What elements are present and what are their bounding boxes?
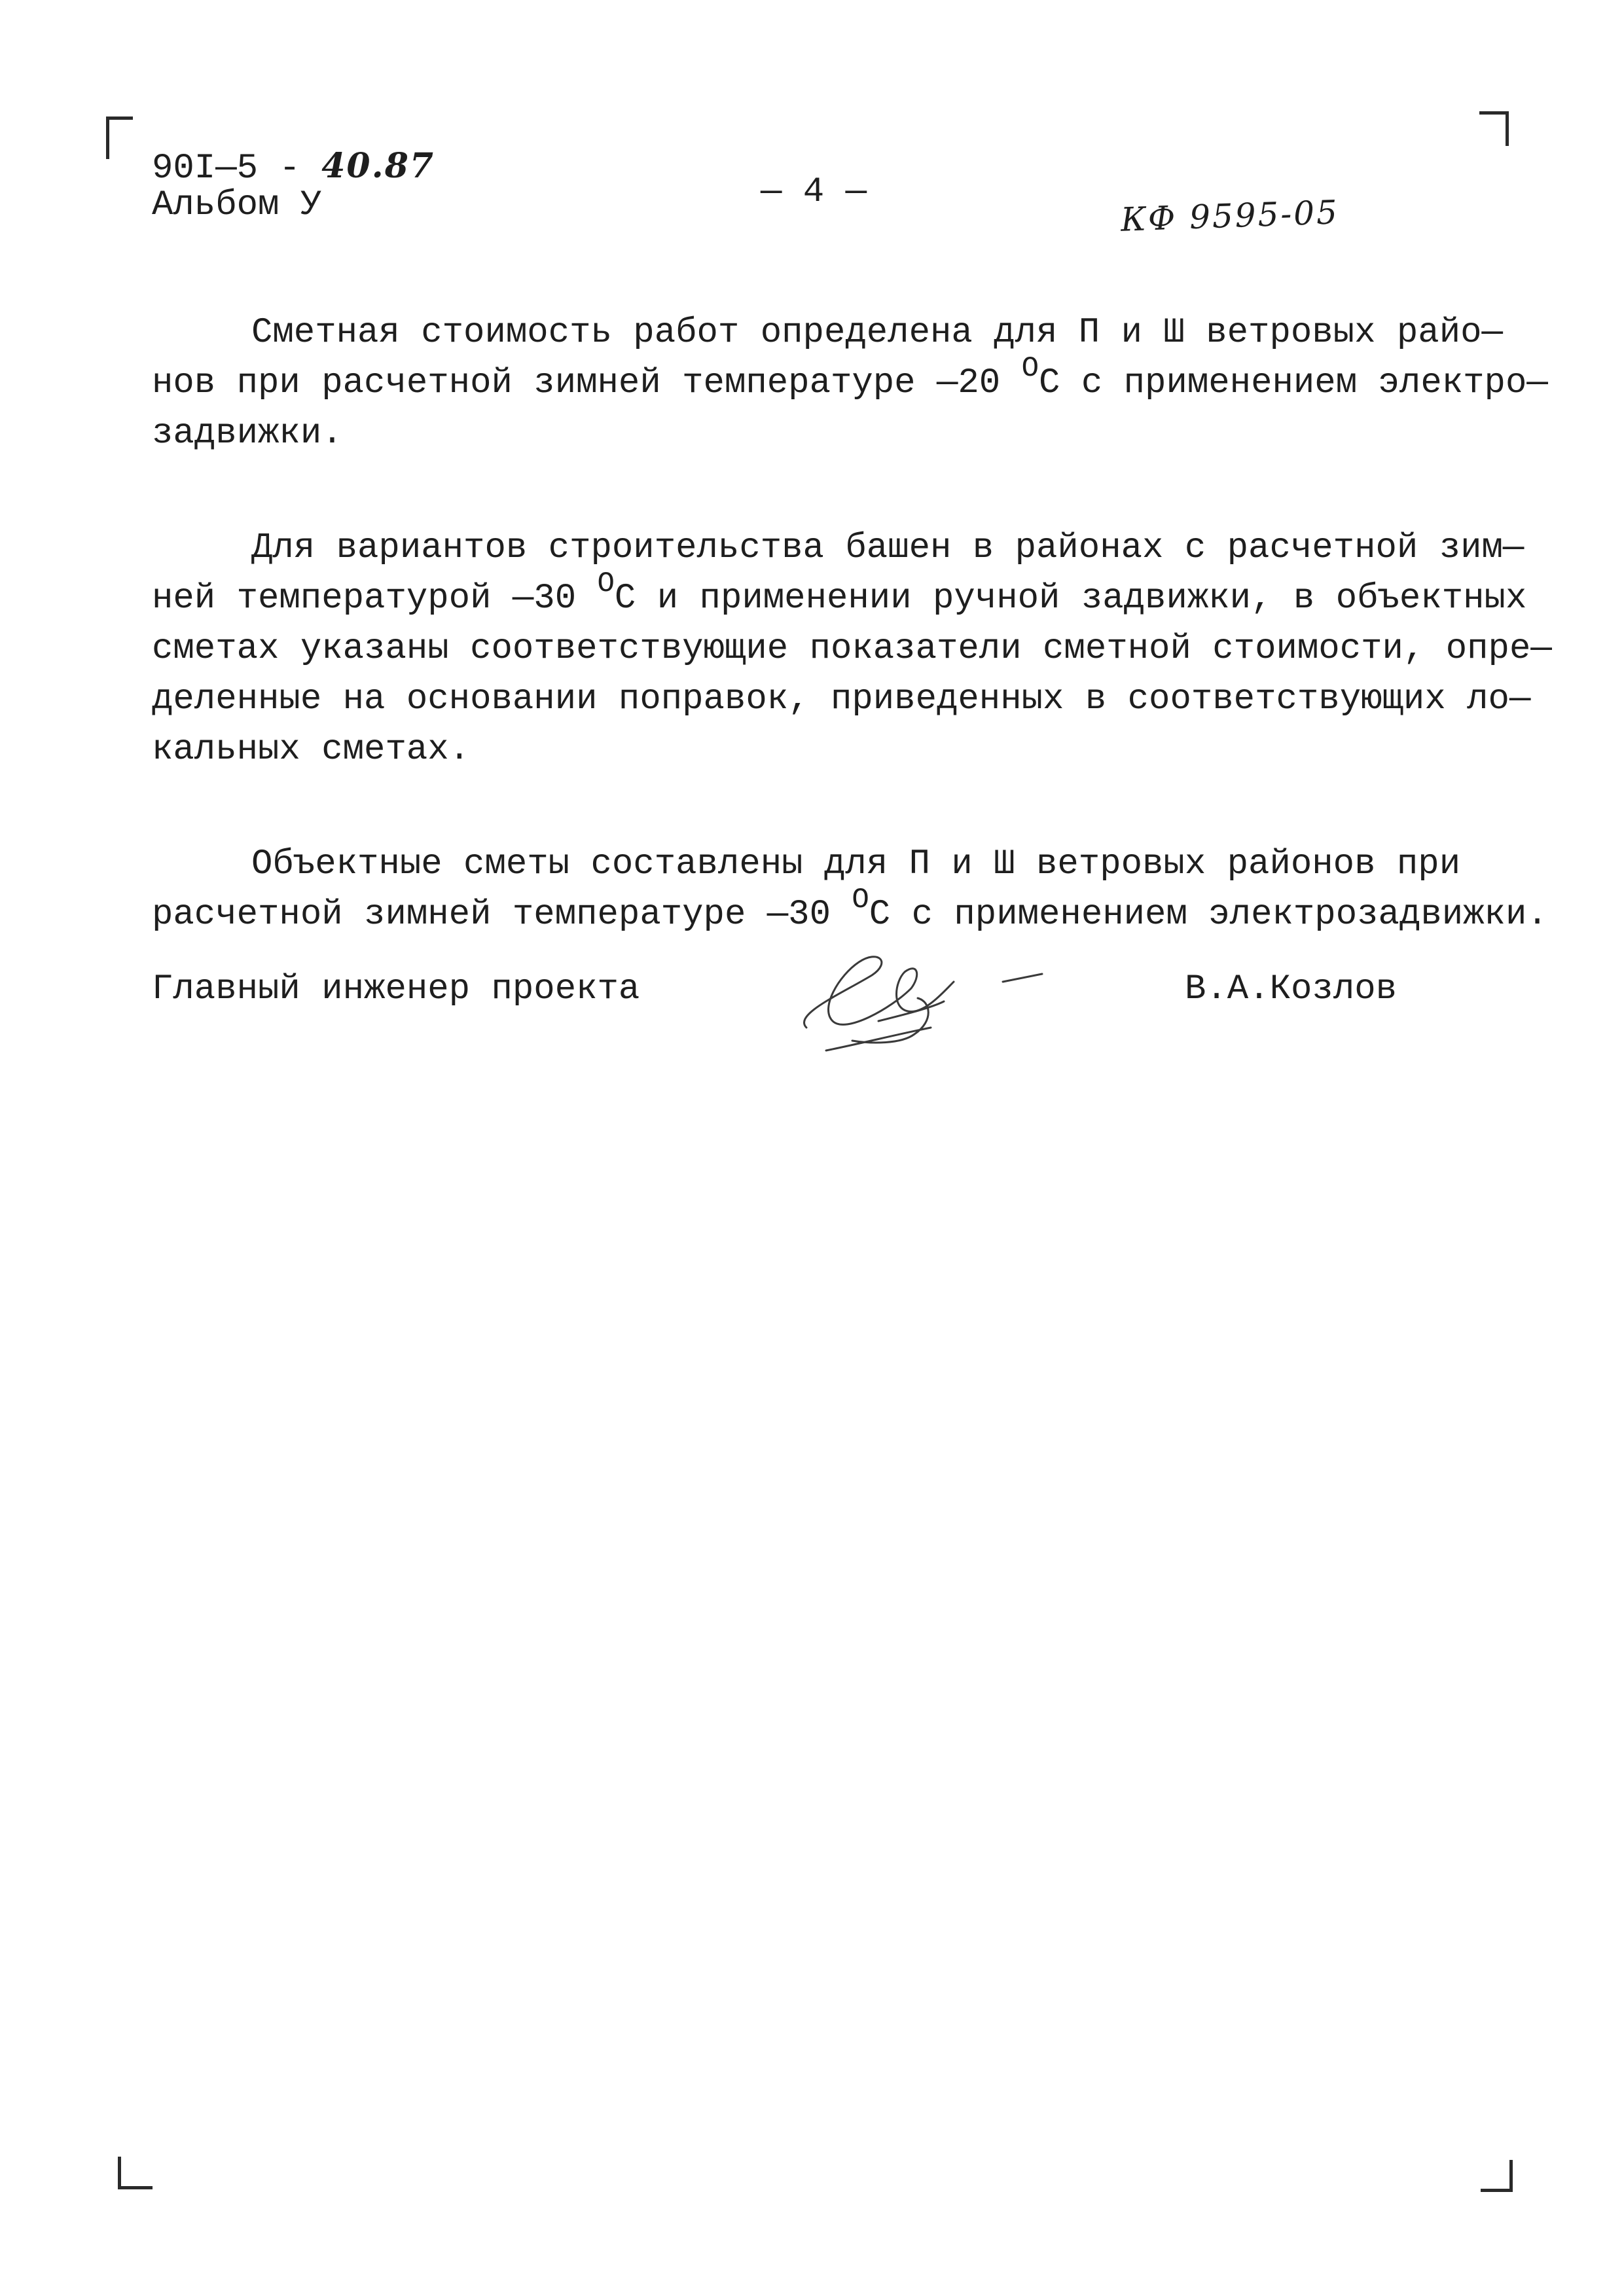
signature-block <box>152 956 1487 1060</box>
text-line: деленные на основании поправок, приведенных в соответствующих ло— <box>152 679 1531 719</box>
text-line: Объектные сметы составлены для П и Ш ветровых районов при <box>251 844 1461 884</box>
paragraph-1 <box>152 308 1548 459</box>
text-fragment: ней температурой —30 <box>152 579 598 619</box>
document-code-handwritten: 40.87 <box>321 146 435 186</box>
text-line: Для вариантов строительства башен в районах с расчетной зим— <box>251 528 1525 568</box>
text-line <box>152 884 1548 940</box>
corner-mark-bottom-right <box>1481 2160 1513 2192</box>
text-fragment: с применением электро— <box>1060 363 1548 403</box>
text-line: сметах указаны соответствующие показатели сметной стоимости, опре— <box>152 629 1552 669</box>
degree-mark: O <box>1021 352 1039 385</box>
text-line <box>152 567 1527 624</box>
text-fragment: расчетной зимней температуре —30 <box>152 895 852 935</box>
paragraph-2 <box>152 523 1552 775</box>
document-body <box>152 308 1552 1004</box>
corner-mark-bottom-left <box>118 2157 153 2189</box>
paragraph-3 <box>152 839 1548 940</box>
text-fragment: с применением электрозадвижки. <box>890 895 1548 935</box>
text-fragment: и применении ручной задвижки, в объектных <box>636 579 1527 619</box>
text-line: кальных сметах. <box>152 730 471 770</box>
text-line: Сметная стоимость работ определена для П и Ш ветровых райо— <box>251 313 1503 353</box>
album-label: Альбом У <box>152 185 322 225</box>
text-line: задвижки. <box>152 414 343 454</box>
text-fragment: нов при расчетной зимней температуре —20 <box>152 363 1022 403</box>
corner-mark-top-left <box>106 117 133 159</box>
page-number: — 4 — <box>761 172 867 212</box>
signer-name: В.А.Козлов <box>1185 969 1398 1009</box>
degree-mark: O <box>852 884 869 916</box>
celsius-letter: С <box>1039 363 1060 403</box>
corner-mark-top-right <box>1479 111 1509 146</box>
handwritten-signature-icon <box>780 936 1055 1060</box>
document-code <box>152 145 435 190</box>
document-code-prefix: 90I—5 - <box>152 149 300 189</box>
archive-stamp: КФ 9595-05 <box>1120 193 1340 239</box>
celsius-letter: С <box>869 895 891 935</box>
degree-mark: O <box>597 567 615 600</box>
celsius-letter: С <box>614 579 636 619</box>
signer-role: Главный инженер проекта <box>152 969 640 1009</box>
text-line <box>152 352 1548 408</box>
